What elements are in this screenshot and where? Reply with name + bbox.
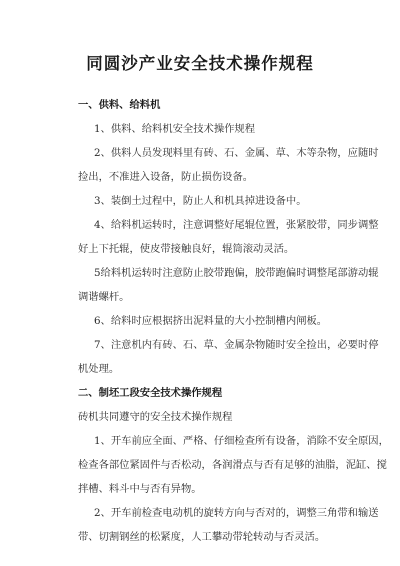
paragraph-line: 拌槽、料斗中与否有异物。 bbox=[78, 483, 202, 495]
paragraph-line: 1、开车前应全面、严格、仔细检查所有设备，消除不安全原因， bbox=[94, 435, 389, 447]
paragraph-line: 捡出，不准进入设备，防止损伤设备。 bbox=[78, 171, 254, 183]
paragraph-line: 调谐螺杆。 bbox=[78, 291, 130, 303]
paragraph-line: 2、开车前检查电动机的旋转方向与否对的，调整三角带和输送 bbox=[94, 507, 379, 519]
paragraph-line: 3、装倒土过程中，防止人和机具掉进设备中。 bbox=[94, 195, 307, 207]
paragraph-line: 机处理。 bbox=[78, 363, 120, 375]
document-title: 同圆沙产业安全技术操作规程 bbox=[86, 54, 314, 73]
paragraph-line: 检查各部位紧固件与否松动，各润滑点与否有足够的油脂，泥缸、搅 bbox=[78, 459, 387, 471]
paragraph-line: 带、切割钢丝的松紧度，人工攀动带轮转动与否灵活。 bbox=[78, 531, 326, 543]
paragraph-line: 5给料机运转时注意防止胶带跑偏，胶带跑偏时调整尾部游动辊 bbox=[94, 267, 379, 279]
paragraph-line: 2、供料人员发现料里有砖、石、金属、草、木等杂物，应随时 bbox=[94, 147, 379, 159]
section-heading-brick-forming: 二、制坯工段安全技术操作规程 bbox=[78, 387, 223, 399]
paragraph-line: 砖机共同遵守的安全技术操作规程 bbox=[78, 411, 233, 423]
paragraph-line: 1、供料、给料机安全技术操作规程 bbox=[94, 123, 256, 135]
section-heading-feeder: 一、供料、给料机 bbox=[78, 99, 161, 111]
paragraph-line: 7、注意机内有砖、石、草、金属杂物随时安全捡出，必要时停 bbox=[94, 339, 379, 351]
paragraph-line: 6、给料时应根据挤出泥料量的大小控制槽内闸板。 bbox=[94, 315, 328, 327]
paragraph-line: 4、给料机运转时，注意调整好尾辊位置，张紧胶带，同步调整 bbox=[94, 219, 379, 231]
paragraph-line: 好上下托辊，使皮带接触良好，辊筒滚动灵活。 bbox=[78, 243, 295, 255]
